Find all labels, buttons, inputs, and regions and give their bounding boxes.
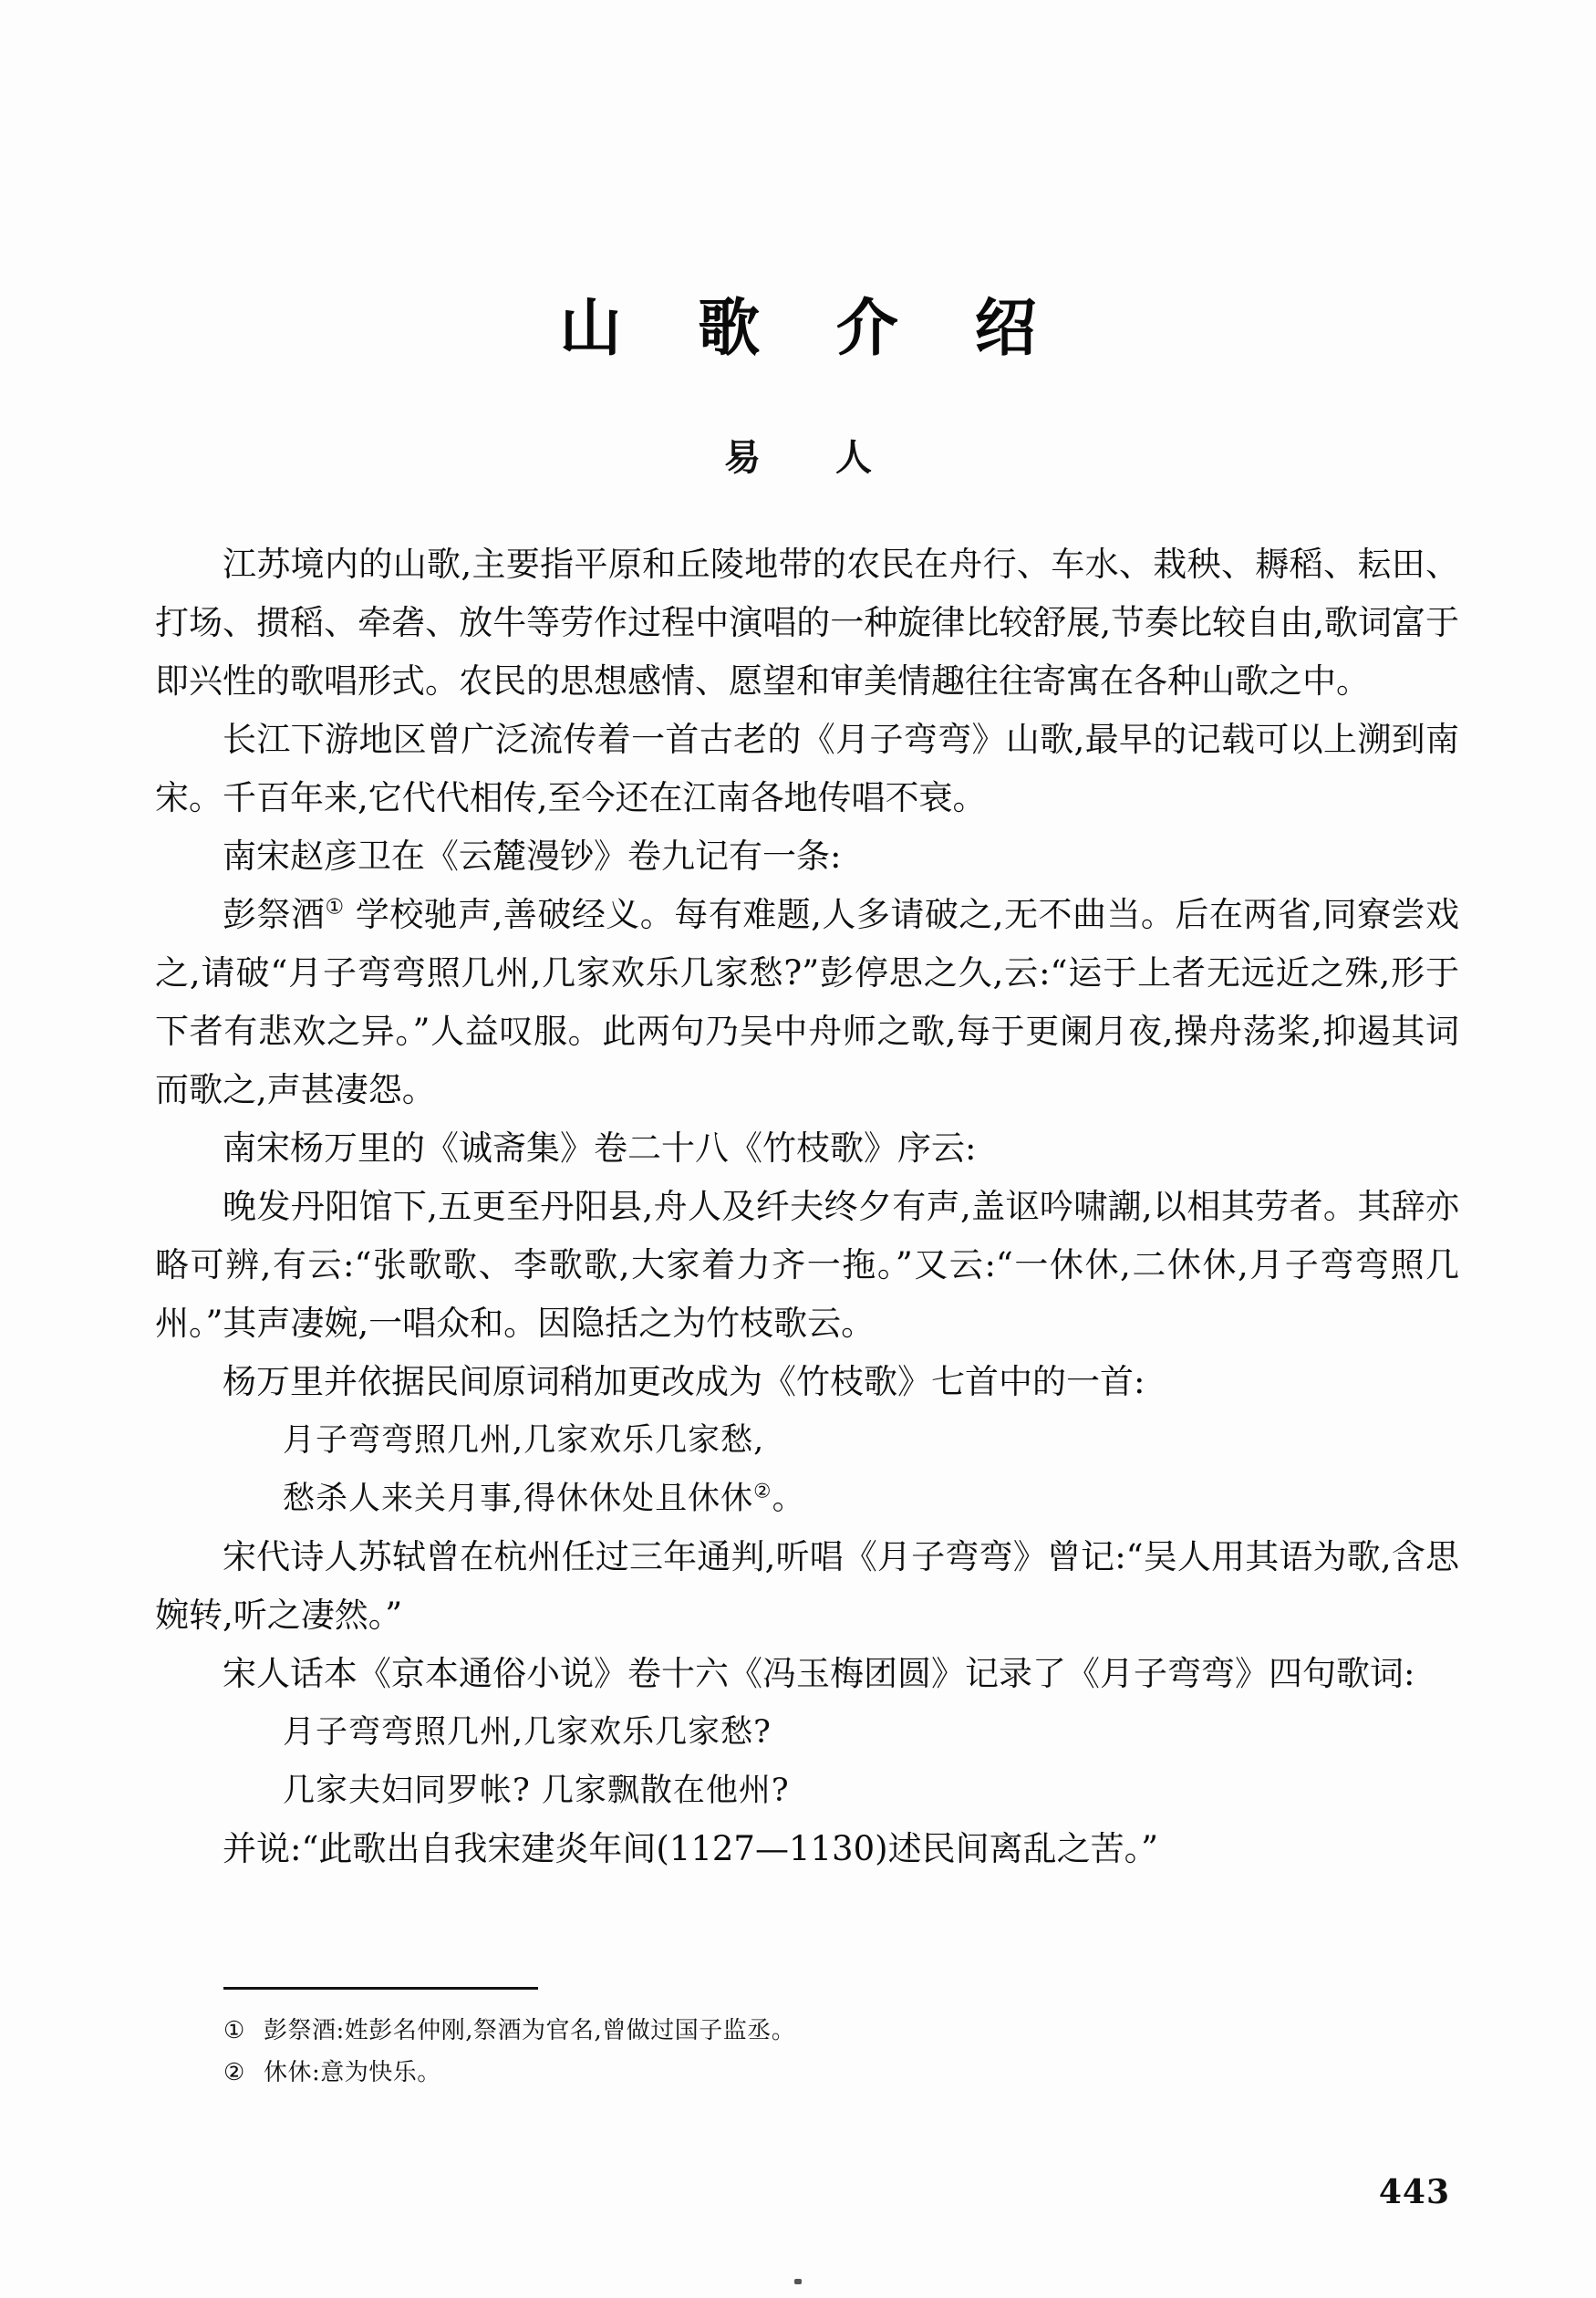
footnote-separator-rule [223,1987,538,1990]
article-body [0,481,1596,1878]
paragraph-7: 宋人话本《京本通俗小说》卷十六《冯玉梅团圆》记录了《月子弯弯》四句歌词: [223,1654,1415,1694]
footnote-marker-2: ② [223,2059,245,2086]
quote-body-text: 学校驰声,善破经义。每有难题,人多请破之,无不曲当。后在两省,同寮尝戏之,请破“月子弯弯照几州,几家欢乐几家愁?”彭停思之久,云:“运于上者无远近之殊,形于下者有悲欢之异。”人益叹服。此两句乃吴中舟师之歌,每于更阑月夜,操舟荡桨,抑遏其词而歌之,声甚凄怨。 [155,895,1459,1110]
footnote-text-2: 休休:意为快乐。 [264,2059,441,2086]
paragraph-8: 并说:“此歌出自我宋建炎年间(1127—1130)述民间离乱之苦。” [223,1829,1158,1869]
verse-line-1: 月子弯弯照几州,几家欢乐几家愁, [283,1422,765,1460]
verse-line-2 [155,1470,1459,1528]
quote-yunlu-manchao [155,886,1459,1119]
footnote-item-2 [223,2052,1450,2094]
footnote-text-1: 彭祭酒:姓彭名仲刚,祭酒为官名,曾做过国子监丞。 [264,2017,796,2044]
paragraph-6: 宋代诗人苏轼曾在杭州任过三年通判,听唱《月子弯弯》曾记:“吴人用其语为歌,含思婉转,听之凄然。” [155,1537,1459,1636]
page-number: 443 [1378,2173,1450,2211]
paragraph-1: 江苏境内的山歌,主要指平原和丘陵地带的农民在舟行、车水、栽秧、耨稻、耘田、打场、掼稻、牵砻、放牛等劳作过程中演唱的一种旋律比较舒展,节奏比较自由,歌词富于即兴性的歌唱形式。农民的思想感情、愿望和审美情趣往往寄寓在各种山歌之中。 [155,545,1459,702]
paragraph-4: 南宋杨万里的《诚斋集》卷二十八《竹枝歌》序云: [223,1128,977,1169]
footnote-ref-1[interactable]: ① [325,895,345,920]
verse-line-2-tail: 。 [772,1481,805,1518]
author-byline: 易 人 [724,436,903,480]
page-footer-mark [794,2279,802,2284]
paragraph-3: 南宋赵彦卫在《云麓漫钞》卷九记有一条: [223,837,842,877]
footnote-marker-1: ① [223,2017,245,2044]
verse-line-3: 月子弯弯照几州,几家欢乐几家愁? [283,1714,772,1752]
page-title: 山 歌 介 绍 [559,293,1064,365]
paragraph-5: 杨万里并依据民间原词稍加更改成为《竹枝歌》七首中的一首: [223,1362,1145,1402]
verse-line-4: 几家夫妇同罗帐? 几家飘散在他州? [283,1773,790,1810]
quote-chengzhai-ji: 晚发丹阳馆下,五更至丹阳县,舟人及纤夫终夕有声,盖讴吟啸謿,以相其劳者。其辞亦略可辨,有云:“张歌歌、李歌歌,大家着力齐一拖。”又云:“一休休,二休休,月子弯弯照几州。”其声凄婉,一唱众和。因隐括之为竹枝歌云。 [155,1187,1459,1344]
footnote-area [155,1987,1450,2094]
footnote-ref-2[interactable]: ② [753,1480,772,1503]
paragraph-2: 长江下游地区曾广泛流传着一首古老的《月子弯弯》山歌,最早的记载可以上溯到南宋。千百年来,它代代相传,至今还在江南各地传唱不衰。 [155,720,1459,818]
quote-lead-pengjijiu: 彭祭酒 [223,895,326,935]
footnote-item-1 [223,2010,1450,2052]
verse-line-2-text: 愁杀人来关月事,得休休处且休休 [283,1481,754,1518]
